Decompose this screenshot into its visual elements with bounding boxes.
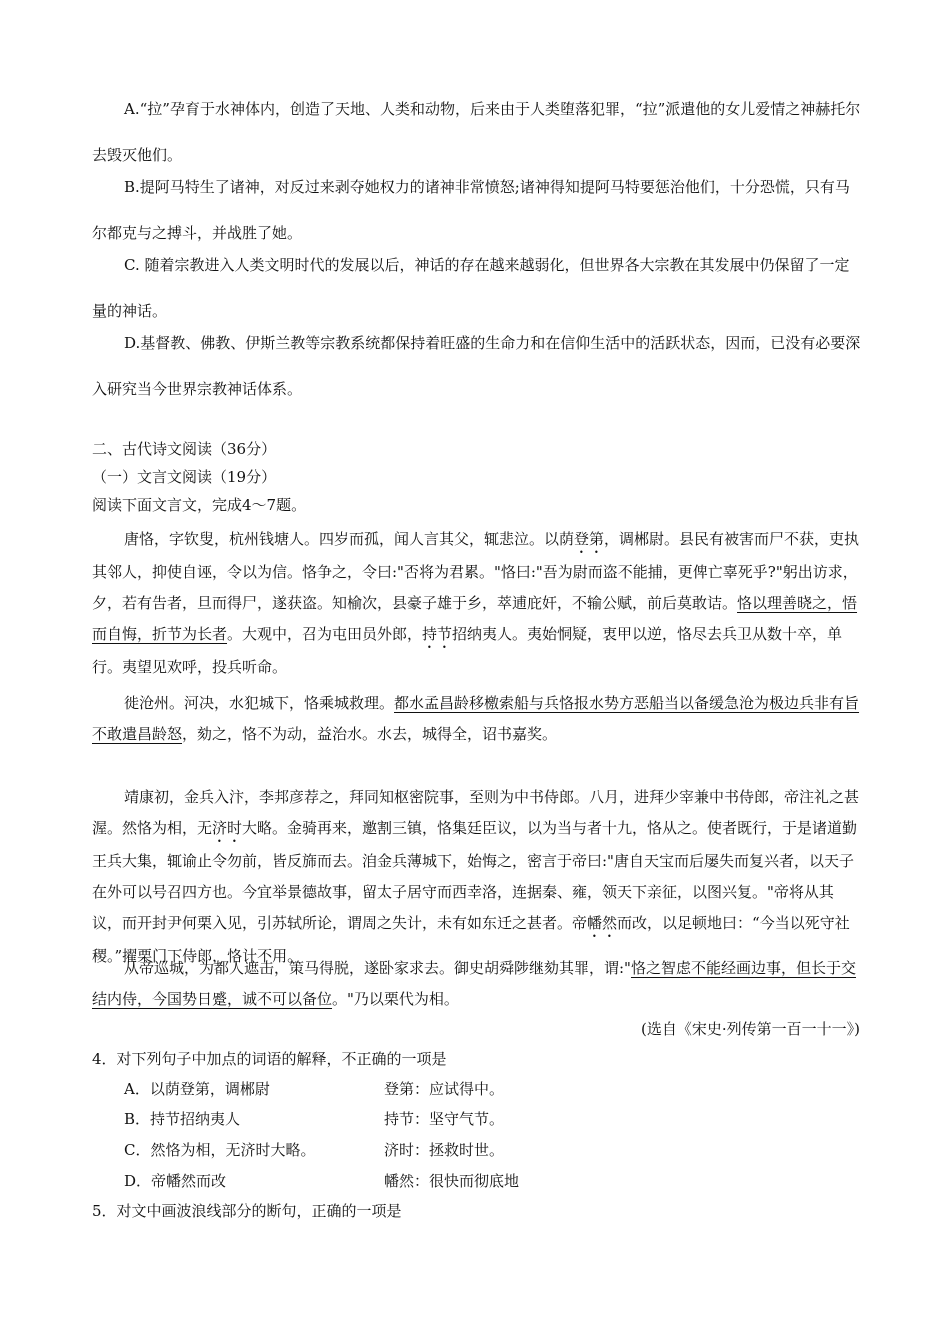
passage-text: 靖康初，金兵入汴，李邦彦荐之，拜同知枢密院事，至则为中书侍郎。八月，进拜少宰兼中书侍郎，帝注礼之甚渥。然恪为相，无 xyxy=(92,788,860,837)
underlined-sentence-1: 恪以理善晓之，悟而自悔，折节为长者 xyxy=(92,594,858,643)
q4-option-b-gloss: 持节：坚守气节。 xyxy=(384,1110,505,1128)
top-option-b: B.提阿马特生了诸神，对反过来剥夺她权力的诸神非常愤怒;诸神得知提阿马特要惩治他们，十分恐慌，只有马尔都克与之搏斗，并战胜了她。 xyxy=(92,178,850,242)
passage-text: ，调郴尉。县民有被害而尸不获，吏执其邻人，抑使自诬，令以为信。恪争之，令曰:"否将为君累。"恪曰:"吾为尉而盗不能捕，更俾亡辜死乎?"躬出访求，夕，若有告者，旦而得尸，遂获盗。知榆次，县豪子雄于乡，萃逋庇奸，不输公赋，前后莫敢诘。 xyxy=(92,530,860,612)
q4-option-b: B．持节招纳夷人 xyxy=(124,1110,241,1128)
q4-option-a: A．以荫登第，调郴尉 xyxy=(124,1080,270,1098)
underlined-sentence-2: 恪之智虑不能经画边事，但长于交结内侍，今国势日蹙，诚不可以备位 xyxy=(92,959,856,1008)
top-option-c: C. 随着宗教进入人类文明时代的发展以后，神话的存在越来越弱化，但世界各大宗教在其发展中仍保留了一定量的神话。 xyxy=(92,256,850,320)
dotted-word-jishi: 济时 xyxy=(212,819,243,837)
dotted-word-chijie: 持节 xyxy=(422,625,453,643)
q4-option-d-gloss: 幡然：很快而彻底地 xyxy=(384,1172,520,1190)
question-4-stem: 4．对下列句子中加点的词语的解释，不正确的一项是 xyxy=(92,1050,447,1068)
passage-text: 而改，以足顿地曰：“今当以死守社稷。”擢栗门下侍郎，恪计不用。 xyxy=(92,914,850,965)
q4-option-c: C．然恪为相，无济时大略。 xyxy=(124,1141,316,1159)
passage-paragraph-2 xyxy=(92,688,862,750)
reading-instruction: 阅读下面文言文，完成4～7题。 xyxy=(92,496,307,514)
section-subtitle: （一）文言文阅读（19分） xyxy=(92,468,277,486)
q4-option-a-gloss: 登第：应试得中。 xyxy=(384,1080,505,1098)
passage-text: 唐恪，字钦叟，杭州钱塘人。四岁而孤，闻人言其父，辄悲泣。以荫 xyxy=(124,530,575,548)
passage-source: (选自《宋史·列传第一百一十一》) xyxy=(641,1020,860,1038)
top-option-d: D.基督教、佛教、伊斯兰教等宗教系统都保持着旺盛的生命力和在信仰生活中的活跃状态，因而，已没有必要深入研究当今世界宗教神话体系。 xyxy=(92,334,861,398)
q4-option-d: D．帝幡然而改 xyxy=(124,1172,227,1190)
section-title: 二、古代诗文阅读（36分） xyxy=(92,440,277,458)
passage-text: ，劾之，恪不为动，益治水。水去，城得全，诏书嘉奖。 xyxy=(182,725,558,743)
passage-text: 。"乃以栗代为相。 xyxy=(332,990,459,1008)
question-5-stem: 5．对文中画波浪线部分的断句，正确的一项是 xyxy=(92,1202,402,1220)
passage-paragraph-3 xyxy=(92,782,862,972)
passage-text: 徙沧州。河决，水犯城下，恪乘城救理。 xyxy=(124,694,395,712)
dotted-word-fanran: 幡然 xyxy=(587,914,618,932)
passage-text: 大略。金骑再来，邀割三镇，恪集廷臣议，以为当与者十九，恪从之。使者既行，于是诸道勤王兵大集，辄谕止令勿前，皆反旆而去。洎金兵薄城下，始悔之，密言于帝曰:"唐自天宝而后屡失而复兴者，以天子在外可以号召四方也。今宜举景德故事，留太子居守而西幸洛，连据秦、雍，领天下亲征，以图兴复。"帝将从其议，而开封尹何栗入见，引苏轼所论，谓周之失计，未有如东迁之甚者。帝 xyxy=(92,819,858,932)
wavy-underlined-passage: 都水孟昌龄移檄索船与兵恪报水势方恶船当以备缓急沧为极边兵非有旨不敢遣昌龄怒 xyxy=(92,694,860,743)
passage-text: 。大观中，召为屯田员外郎， xyxy=(227,625,423,643)
passage-text: 从帝巡城，为都人遮击，策马得脱，遂卧家求去。御史胡舜陟继劾其罪，谓:" xyxy=(124,959,631,977)
passage-paragraph-4 xyxy=(92,953,862,1015)
q4-option-c-gloss: 济时：拯救时世。 xyxy=(384,1141,505,1159)
passage-text: 招纳夷人。夷始恫疑，衷甲以逆，恪尽去兵卫从数十卒，单行。夷望见欢呼，投兵听命。 xyxy=(92,625,843,676)
top-option-a: A.“拉”孕育于水神体内，创造了天地、人类和动物，后来由于人类堕落犯罪，“拉”派遣他的女儿爱情之神赫托尔去毁灭他们。 xyxy=(92,100,861,164)
dotted-word-dengdi: 登第 xyxy=(574,530,605,548)
passage-paragraph-1 xyxy=(92,524,862,683)
